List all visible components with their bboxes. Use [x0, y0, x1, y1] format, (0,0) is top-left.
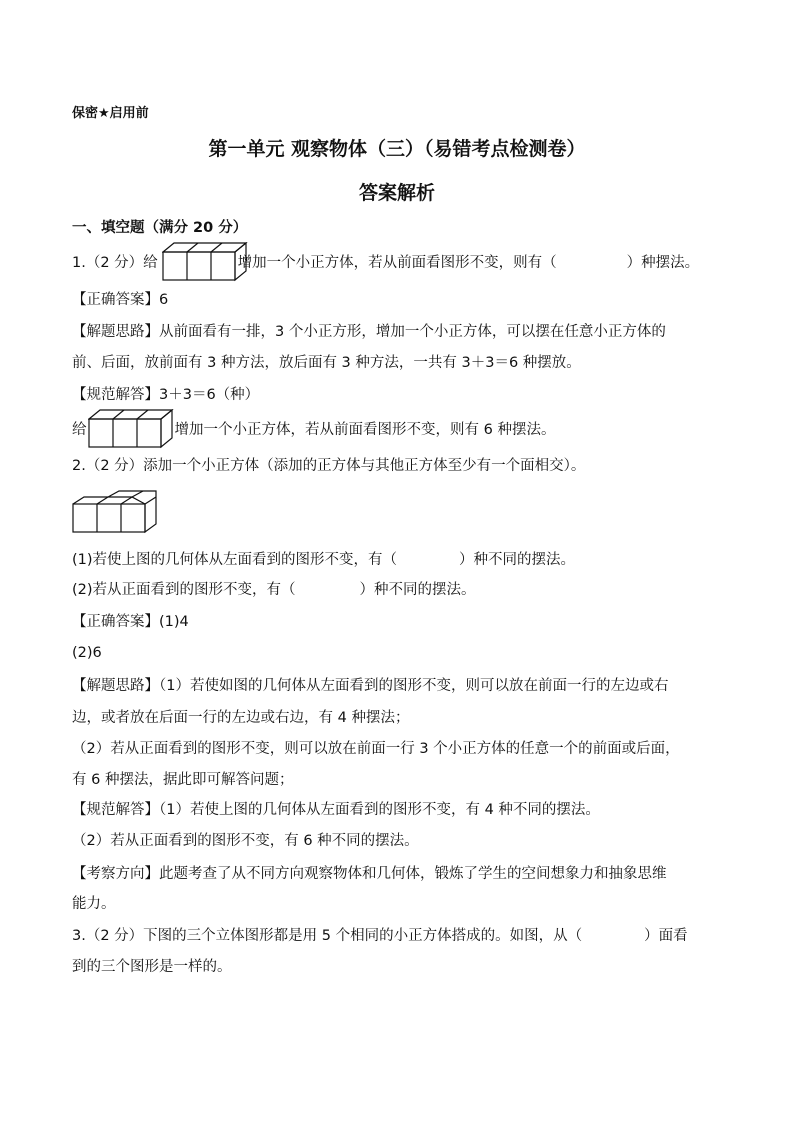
- q1-end: ）种摆法。: [626, 255, 700, 271]
- section-heading-fill-blank: 一、填空题（满分 20 分）: [72, 220, 248, 236]
- q1-prefix: 1.（2 分）给: [72, 255, 158, 271]
- page-title: 第一单元 观察物体（三）（易错考点检测卷）: [208, 138, 586, 160]
- q2-sub2: (2)若从正面看到的图形不变，有（ ）种不同的摆法。: [72, 582, 476, 598]
- q2-sub1: (1)若使上图的几何体从左面看到的图形不变，有（ ）种不同的摆法。: [72, 552, 576, 568]
- q3-line1: 3.（2 分）下图的三个立体图形都是用 5 个相同的小正方体搭成的。如图，从（ ）面看: [72, 928, 688, 944]
- q1-cube-row-figure: [162, 242, 248, 282]
- q2-direction-line1: 【考察方向】此题考查了从不同方向观察物体和几何体，锻炼了学生的空间想象力和抽象思维: [72, 866, 667, 882]
- q1-idea-line1: 【解题思路】从前面看有一排，3 个小正方形，增加一个小正方体，可以摆在任意小正方体的: [72, 324, 666, 340]
- q2-stem: 2.（2 分）添加一个小正方体（添加的正方体与其他正方体至少有一个面相交）。: [72, 458, 586, 474]
- q2-cube-figure: [72, 490, 158, 534]
- q2-direction-line2: 能力。: [72, 896, 116, 912]
- q3-line2: 到的三个图形是一样的。: [72, 959, 232, 975]
- q2-answer-label: 【正确答案】: [72, 614, 159, 630]
- q2-standard-line2: （2）若从正面看到的图形不变，有 6 种不同的摆法。: [72, 833, 419, 849]
- q1-standard-answer: 【规范解答】3＋3＝6（种）: [72, 387, 260, 403]
- q2-answer2: (2)6: [72, 645, 102, 661]
- q1-idea-label: 【解题思路】: [72, 324, 159, 340]
- q2-idea-line4: 有 6 种摆法，据此即可解答问题；: [72, 772, 294, 788]
- q1-answer-value: 6: [159, 292, 169, 308]
- q2-standard-line1: 【规范解答】（1）若使上图的几何体从左面看到的图形不变，有 4 种不同的摆法。: [72, 802, 600, 818]
- q2-std-label: 【规范解答】: [72, 802, 159, 818]
- q2-answer: 【正确答案】(1)4: [72, 614, 189, 630]
- q1-answer-label: 【正确答案】: [72, 292, 159, 308]
- q1-answer: [72, 290, 168, 310]
- q1-std-cube-row-figure: [88, 409, 174, 449]
- q2-dir-label: 【考察方向】: [72, 866, 159, 882]
- q2-idea-line1: 【解题思路】（1）若使如图的几何体从左面看到的图形不变，则可以放在前面一行的左边或右: [72, 678, 669, 694]
- q2-idea-line2: 边，或者放在后面一行的左边或右边，有 4 种摆法；: [72, 710, 410, 726]
- secret-label: 保密★启用前: [72, 106, 149, 121]
- q1-std-label: 【规范解答】: [72, 387, 159, 403]
- page-subtitle: 答案解析: [358, 182, 435, 204]
- q1-standard-line2: 给 增加一个小正方体，若从前面看图形不变，则有 6 种摆法。: [72, 422, 556, 438]
- q2-idea-label: 【解题思路】: [72, 678, 159, 694]
- q2-idea-line3: （2）若从正面看到的图形不变，则可以放在前面一行 3 个小正方体的任意一个的前面或后面，: [72, 741, 680, 757]
- q1-idea-line2: 前、后面，放前面有 3 种方法，放后面有 3 种方法，一共有 3＋3＝6 种摆放。: [72, 355, 581, 371]
- q1-suffix: 增加一个小正方体，若从前面看图形不变，则有（: [237, 255, 557, 271]
